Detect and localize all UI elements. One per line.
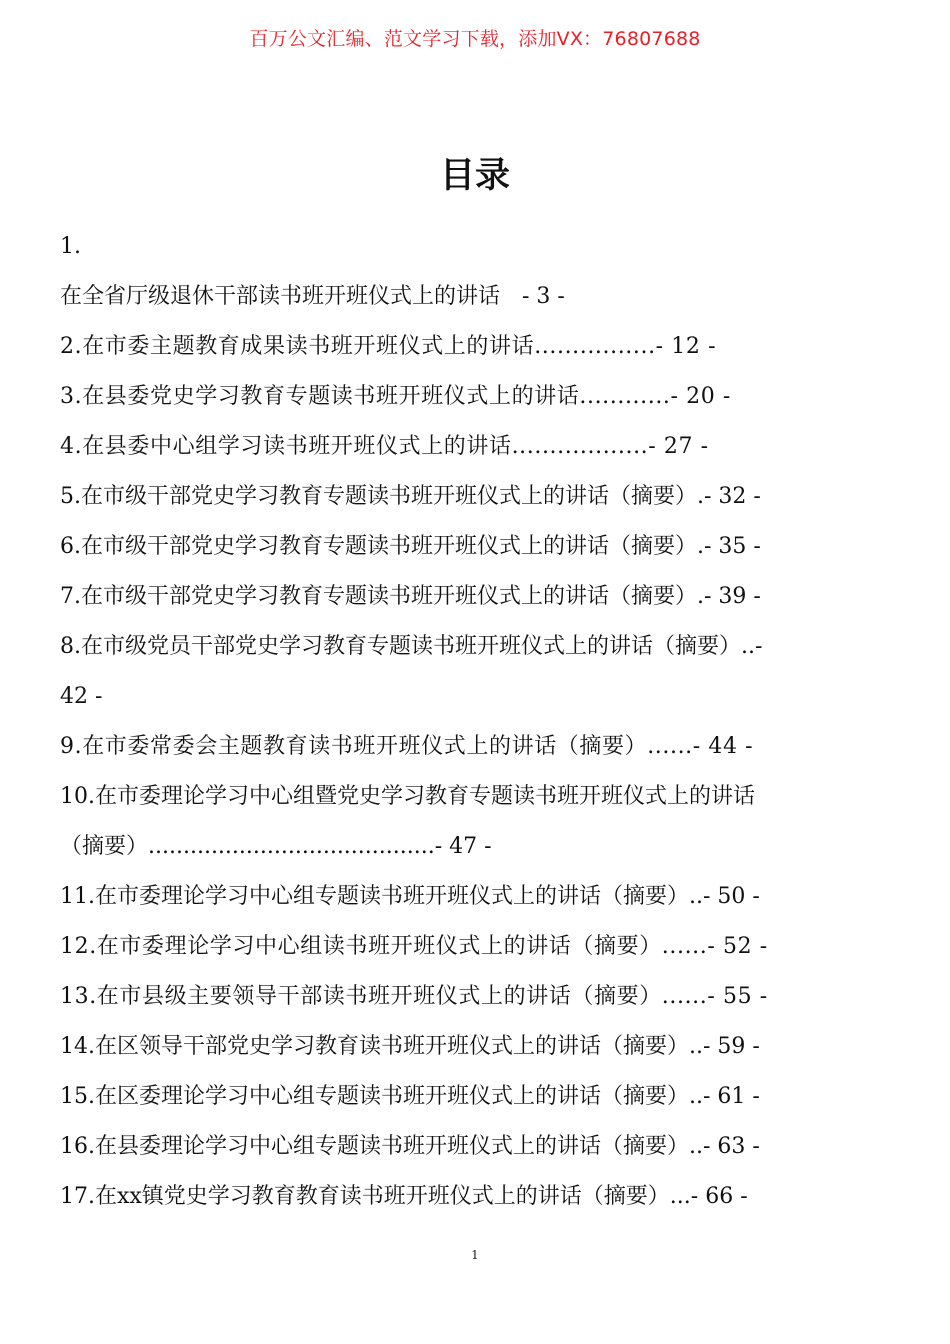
header-banner: 百万公文汇编、范文学习下载，添加VX：76807688 (249, 28, 701, 50)
toc-line[interactable]: 3.在县委党史学习教育专题读书班开班仪式上的讲话............- 20 - (60, 384, 731, 409)
toc-line[interactable]: 4.在县委中心组学习读书班开班仪式上的讲话..................- 27 - (60, 434, 709, 459)
toc-line[interactable]: 17.在xx镇党史学习教育教育读书班开班仪式上的讲话（摘要）...- 66 - (60, 1184, 748, 1209)
page-number: 1 (471, 1248, 479, 1262)
toc-line[interactable]: 11.在市委理论学习中心组专题读书班开班仪式上的讲话（摘要）..- 50 - (60, 884, 760, 909)
toc-line[interactable]: 6.在市级干部党史学习教育专题读书班开班仪式上的讲话（摘要）.- 35 - (60, 534, 761, 559)
table-of-contents (60, 228, 894, 1228)
toc-line[interactable]: 16.在县委理论学习中心组专题读书班开班仪式上的讲话（摘要）..- 63 - (60, 1134, 760, 1159)
toc-line[interactable]: 1. (60, 234, 81, 259)
toc-line[interactable]: 10.在市委理论学习中心组暨党史学习教育专题读书班开班仪式上的讲话 (60, 784, 755, 809)
toc-line[interactable]: 42 - (60, 684, 103, 709)
toc-line[interactable]: 8.在市级党员干部党史学习教育专题读书班开班仪式上的讲话（摘要）..- (60, 634, 763, 659)
toc-line[interactable]: 15.在区委理论学习中心组专题读书班开班仪式上的讲话（摘要）..- 61 - (60, 1084, 760, 1109)
page-title: 目录 (439, 156, 510, 196)
toc-line[interactable]: 12.在市委理论学习中心组读书班开班仪式上的讲话（摘要）......- 52 - (60, 934, 768, 959)
toc-line[interactable]: 14.在区领导干部党史学习教育读书班开班仪式上的讲话（摘要）..- 59 - (60, 1034, 760, 1059)
toc-line[interactable]: 在全省厅级退休干部读书班开班仪式上的讲话 - 3 - (60, 284, 565, 309)
toc-line[interactable]: 5.在市级干部党史学习教育专题读书班开班仪式上的讲话（摘要）.- 32 - (60, 484, 761, 509)
toc-line[interactable]: 7.在市级干部党史学习教育专题读书班开班仪式上的讲话（摘要）.- 39 - (60, 584, 761, 609)
toc-line[interactable]: 2.在市委主题教育成果读书班开班仪式上的讲话................- 12 - (60, 334, 717, 359)
toc-line[interactable]: 9.在市委常委会主题教育读书班开班仪式上的讲话（摘要）......- 44 - (60, 734, 754, 759)
toc-line[interactable]: （摘要）.........................................- 47 - (60, 834, 492, 859)
toc-line[interactable]: 13.在市县级主要领导干部读书班开班仪式上的讲话（摘要）......- 55 - (60, 984, 768, 1009)
